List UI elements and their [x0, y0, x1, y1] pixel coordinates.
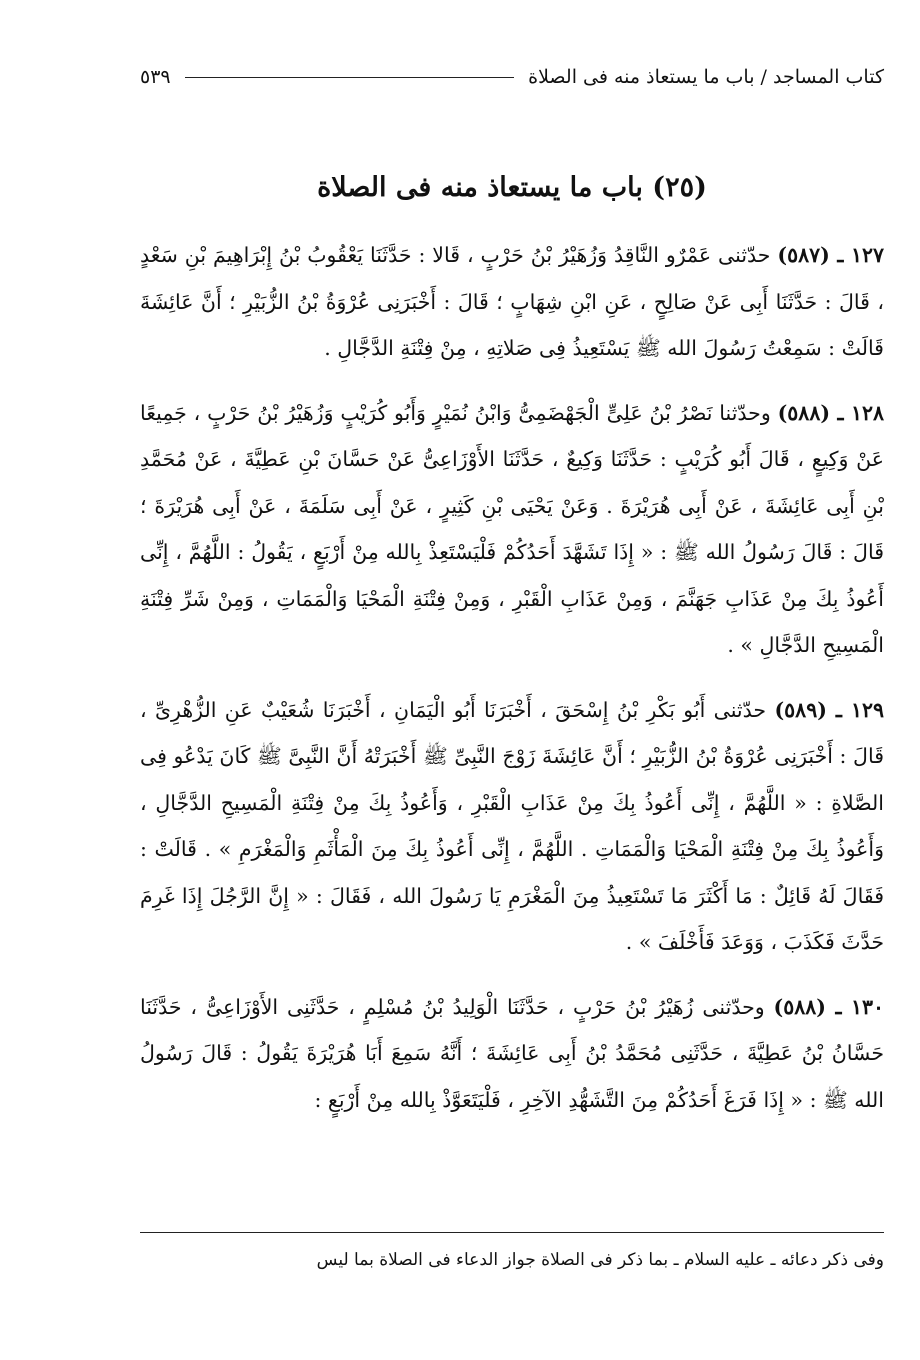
- page-number: ٥٣٩: [140, 66, 171, 88]
- hadith-number: ١٢٨ ـ (٥٨٨): [777, 400, 885, 425]
- running-title: كتاب المساجد / باب ما يستعاذ منه فى الصلاة: [528, 66, 884, 88]
- footnote-rule: [140, 1232, 884, 1233]
- hadith-129: [140, 687, 884, 966]
- hadith-text: وحدّثنا نَصْرُ بْنُ عَلِىٍّ الْجَهْضَمِىُّ وَابْنُ نُمَيْرٍ وَأَبُو كُرَيْبٍ وَزُهَيْرُ بْنُ حَرْبٍ ، جَمِيعًا عَنْ وَكِيعٍ ، قَالَ أَبُو كُرَيْبٍ : حَدَّثَنَا وَكِيعٌ ، حَدَّثَنَا الأَوْزَاعِىُّ عَنْ حَسَّانَ بْنِ عَطِيَّةَ ، عَنْ مُحَمَّدِ بْنِ أَبِى عَائِشَةَ ، عَنْ أَبِى هُرَيْرَةَ . وَعَنْ يَحْيَى بْنِ كَثِيرٍ ، عَنْ أَبِى سَلَمَةَ ، عَنْ أَبِى هُرَيْرَةَ ؛ قَالَ : قَالَ رَسُولُ الله ﷺ : « إِذَا تَشَهَّدَ أَحَدُكُمْ فَلْيَسْتَعِذْ بِالله مِنْ أَرْبَعٍ ، يَقُولُ : اللَّهُمَّ ، إِنِّى أَعُوذُ بِكَ مِنْ عَذَابِ جَهَنَّمَ ، وَمِنْ عَذَابِ الْقَبْرِ ، وَمِنْ فِتْنَةِ الْمَحْيَا وَالْمَمَاتِ ، وَمِنْ شَرِّ فِتْنَةِ الْمَسِيحِ الدَّجَّالِ » .: [140, 400, 884, 657]
- footnote: وفى ذكر دعائه ـ عليه السلام ـ بما ذكر فى الصلاة جواز الدعاء فى الصلاة بما ليس: [316, 1250, 884, 1270]
- hadith-130: [140, 984, 884, 1124]
- hadith-127: [140, 232, 884, 372]
- hadith-number: ١٣٠ ـ (٥٨٨): [773, 994, 884, 1019]
- running-header: [140, 62, 884, 92]
- hadith-text: حدّثنى أَبُو بَكْرِ بْنُ إِسْحَقَ ، أَخْبَرَنَا أَبُو الْيَمَانِ ، أَخْبَرَنَا شُعَيْبٌ عَنِ الزُّهْرِىِّ ، قَالَ : أَخْبَرَنِى عُرْوَةُ بْنُ الزُّبَيْرِ ؛ أَنَّ عَائِشَةَ زَوْجَ النَّبِىِّ ﷺ أَخْبَرَتْهُ أَنَّ النَّبِىَّ ﷺ كَانَ يَدْعُو فِى الصَّلاةِ : « اللَّهُمَّ ، إِنِّى أَعُوذُ بِكَ مِنْ عَذَابِ الْقَبْرِ ، وَأَعُوذُ بِكَ مِنْ فِتْنَةِ الْمَسِيحِ الدَّجَّالِ ، وَأَعُوذُ بِكَ مِنْ فِتْنَةِ الْمَحْيَا وَالْمَمَاتِ . اللَّهُمَّ ، إِنِّى أَعُوذُ بِكَ مِنَ الْمَأْثَمِ وَالْمَغْرَمِ » . قَالَتْ : فَقَالَ لَهُ قَائِلٌ : مَا أَكْثَرَ مَا تَسْتَعِيذُ مِنَ الْمَغْرَمِ يَا رَسُولَ الله ، فَقَالَ : « إِنَّ الرَّجُلَ إِذَا غَرِمَ حَدَّثَ فَكَذَبَ ، وَوَعَدَ فَأَخْلَفَ » .: [140, 697, 884, 954]
- chapter-heading: (٢٥) باب ما يستعاذ منه فى الصلاة: [317, 172, 707, 203]
- hadith-text: حدّثنى عَمْرٌو النَّاقِدُ وَزُهَيْرُ بْنُ حَرْبٍ ، قَالا : حَدَّثَنَا يَعْقُوبُ بْنُ إِبْرَاهِيمَ بْنِ سَعْدٍ ، قَالَ : حَدَّثَنَا أَبِى عَنْ صَالِحٍ ، عَنِ ابْنِ شِهَابٍ ؛ قَالَ : أَخْبَرَنِى عُرْوَةُ بْنُ الزُّبَيْرِ ؛ أَنَّ عَائِشَةَ قَالَتْ : سَمِعْتُ رَسُولَ الله ﷺ يَسْتَعِيذُ فِى صَلاتِهِ ، مِنْ فِتْنَةِ الدَّجَّالِ .: [140, 243, 884, 360]
- hadith-number: ١٢٧ ـ (٥٨٧): [777, 243, 884, 267]
- page-body: [140, 232, 884, 1141]
- hadith-128: [140, 390, 884, 669]
- hadith-text: وحدّثنى زُهَيْرُ بْنُ حَرْبٍ ، حَدَّثَنَا الْوَلِيدُ بْنُ مُسْلِمٍ ، حَدَّثَنِى الأَوْزَاعِىُّ ، حَدَّثَنَا حَسَّانُ بْنُ عَطِيَّةَ ، حَدَّثَنِى مُحَمَّدُ بْنُ أَبِى عَائِشَةَ ؛ أَنَّهُ سَمِعَ أَبَا هُرَيْرَةَ يَقُولُ : قَالَ رَسُولُ الله ﷺ : « إِذَا فَرَغَ أَحَدُكُمْ مِنَ التَّشَهُّدِ الآخِرِ ، فَلْيَتَعَوَّذْ بِالله مِنْ أَرْبَعٍ :: [140, 994, 884, 1112]
- header-rule: [185, 77, 515, 78]
- hadith-number: ١٢٩ ـ (٥٨٩): [774, 697, 884, 722]
